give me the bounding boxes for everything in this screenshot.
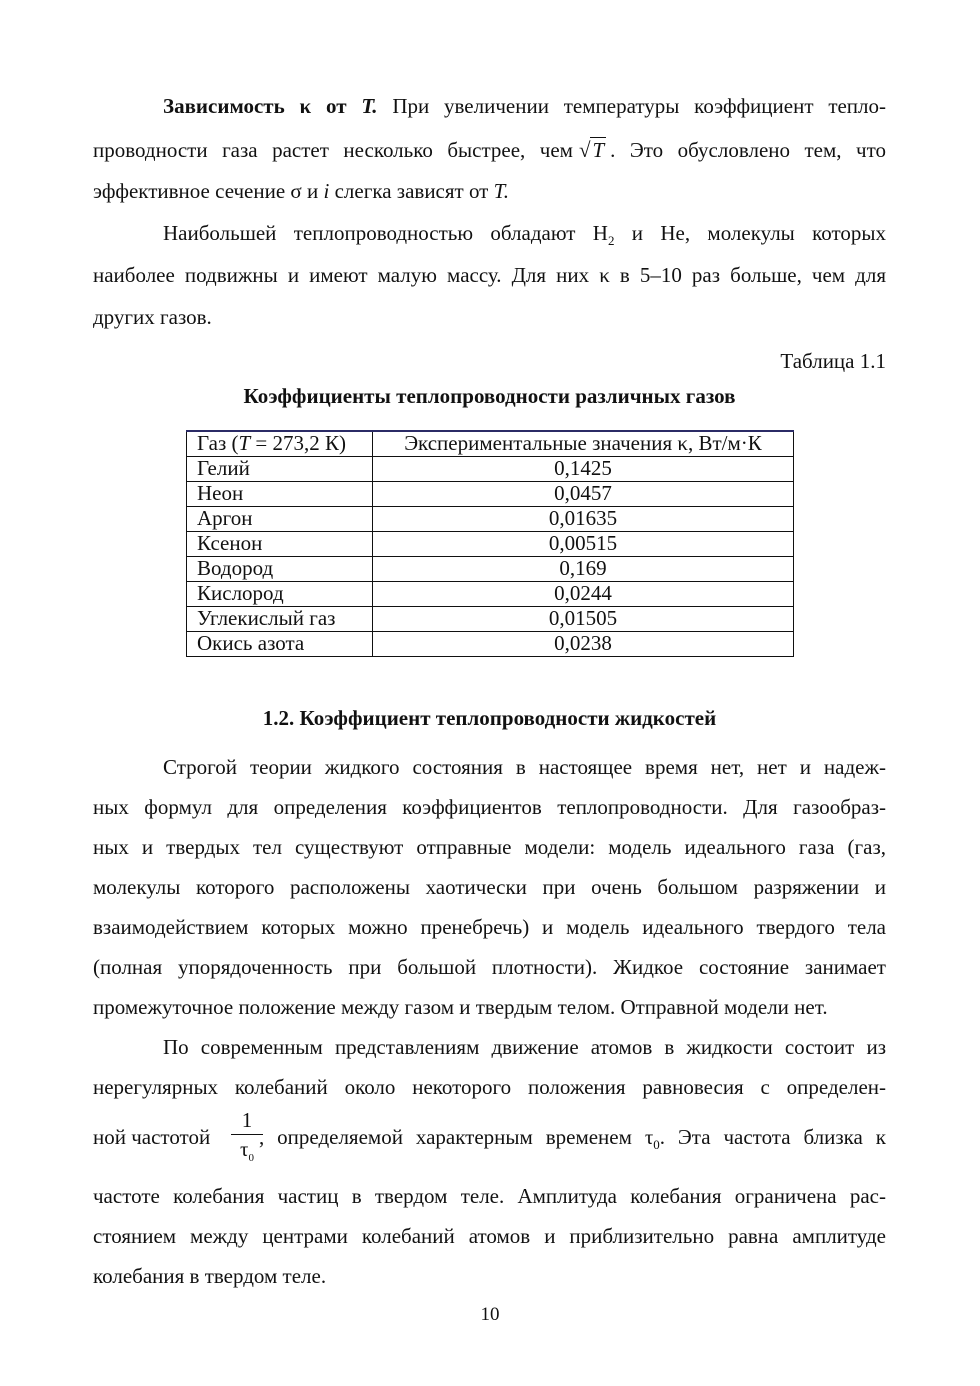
table-row (187, 482, 794, 507)
liquids-p1-line: ных формул для определения коэффициентов теплопроводности. Для газообраз- (93, 795, 886, 819)
table-row (187, 632, 794, 657)
paragraph-k-of-t-line-2: проводности газа растет несколько быстрее, чем √T . Это обусловлено тем, что (93, 138, 886, 162)
table-row (187, 582, 794, 607)
paragraph-k-of-t-line-1: Зависимость κ от T. При увеличении температуры коэффициент тепло- (163, 94, 887, 118)
cell-gas: Кислород (187, 582, 373, 607)
cell-gas: Окись азота (187, 632, 373, 657)
cell-value: 0,1425 (373, 457, 794, 482)
liquids-p2-line: частоте колебания частиц в твердом теле. Амплитуда колебания ограничена рас- (93, 1184, 886, 1208)
liquids-p2-line: нерегулярных колебаний около некоторого положения равновесия с определен- (93, 1075, 886, 1099)
page-number: 10 (480, 1304, 500, 1325)
header-gas: Газ (T = 273,2 К) (187, 431, 373, 457)
cell-gas: Неон (187, 482, 373, 507)
heading-k-of-t: Зависимость κ от (163, 94, 347, 118)
paragraph-h2-line-2: наиболее подвижны и имеют малую массу. Для них κ в 5–10 раз больше, чем для (93, 263, 886, 287)
table-row (187, 532, 794, 557)
liquids-p1-line: (полная упорядоченность при большой плотности). Жидкое состояние занимает (93, 955, 886, 979)
table-row (187, 557, 794, 582)
fraction-1-over-tau0: $\frac{1}{\tau_0}$ (231, 1108, 263, 1170)
gas-conductivity-table (186, 430, 794, 657)
table-title: Коэффициенты теплопроводности различных газов (243, 384, 736, 408)
table-label: Таблица 1.1 (780, 349, 886, 373)
table-row (187, 607, 794, 632)
cell-value: 0,0244 (373, 582, 794, 607)
cell-gas: Ксенон (187, 532, 373, 557)
liquids-p1-line: ных и твердых тел существуют отправные модели: модель идеального газа (газ, (93, 835, 886, 859)
cell-value: 0,01635 (373, 507, 794, 532)
cell-gas: Водород (187, 557, 373, 582)
liquids-p2-line: стоянием между центрами колебаний атомов и приблизительно равна амплитуде (93, 1224, 886, 1248)
cell-gas: Аргон (187, 507, 373, 532)
liquids-p2-line: колебания в твердом теле. (93, 1264, 327, 1288)
table-row (187, 457, 794, 482)
liquids-p2-line: По современным представлениям движение атомов в жидкости состоит из (163, 1035, 886, 1059)
liquids-p2-line-3-start: ной частотой (93, 1125, 211, 1149)
cell-value: 0,0457 (373, 482, 794, 507)
cell-gas: Гелий (187, 457, 373, 482)
cell-gas: Углекислый газ (187, 607, 373, 632)
liquids-p1-line: Строгой теории жидкого состояния в настоящее время нет, нет и надеж- (163, 755, 886, 779)
cell-value: 0,01505 (373, 607, 794, 632)
paragraph-h2-line-3: других газов. (93, 305, 212, 329)
paragraph-h2-line-1: Наибольшей теплопроводностью обладают $H_2$ и He, молекулы которых (163, 221, 886, 249)
sqrt-t-formula: √T (578, 138, 605, 162)
liquids-p1-line: взаимодействием которых можно пренебречь) и модель идеального твердого тела (93, 915, 886, 939)
cell-value: 0,00515 (373, 532, 794, 557)
paragraph-k-of-t-line-3: эффективное сечение σ и i слегка зависят от T. (93, 179, 509, 203)
section-heading-liquids: 1.2. Коэффициент теплопроводности жидкостей (262, 706, 717, 730)
table-row (187, 507, 794, 532)
liquids-p1-line: промежуточное положение между газом и твердым телом. Отправной модели нет. (93, 995, 828, 1019)
cell-value: 0,169 (373, 557, 794, 582)
liquids-p2-line-3-end: , определяемой характерным временем $\tau_0$. Эта частота близка к (259, 1125, 886, 1153)
table-header-row (187, 431, 794, 457)
liquids-p1-line: молекулы которого расположены хаотически при очень большом разряжении и (93, 875, 886, 899)
cell-value: 0,0238 (373, 632, 794, 657)
header-value: Экспериментальные значения κ, Вт/м·К (373, 431, 794, 457)
